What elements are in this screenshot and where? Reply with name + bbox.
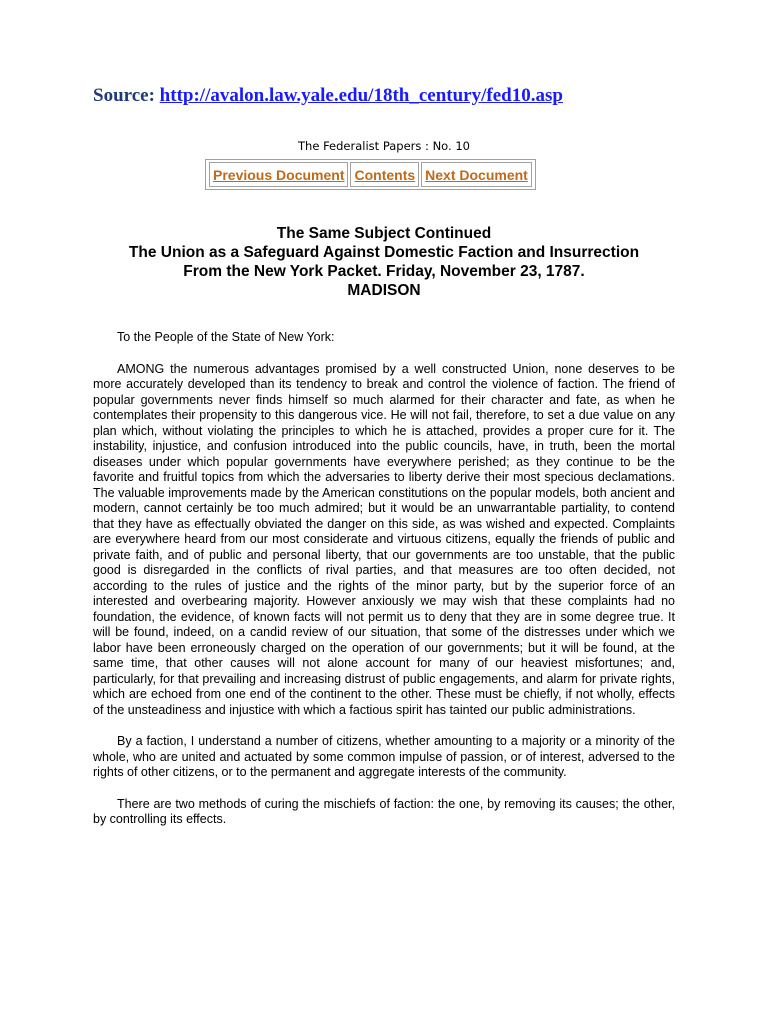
nav-cell-previous — [209, 162, 348, 187]
subject-heading: The Same Subject Continued — [276, 225, 492, 242]
contents-link[interactable]: Contents — [354, 166, 416, 183]
body-paragraph: AMONG the numerous advantages promised by a well constructed Union, none deserves to be more accurately developed than its tendency to break and control the violence of faction. The friend of popular governments never finds himself so much alarmed for their character and fate, as when he contemplates their propensity to this dangerous vice. He will not fail, therefore, to set a due value on any plan which, without violating the principles to which he is attached, provides a proper cure for it. The instability, injustice, and confusion introduced into the public councils, have, in truth, been the mortal diseases under which popular governments have everywhere perished; as they continue to be the favorite and fruitful topics from which the adversaries to liberty derive their most specious declamations. The valuable improvements made by the American constitutions on the popular models, both ancient and modern, cannot certainly be too much admired; but it would be an unwarrantable partiality, to contend that they have as effectually obviated the danger on this side, as was wished and expected. Complaints are everywhere heard from our most considerate and virtuous citizens, equally the friends of public and private faith, and of public and personal liberty, that our governments are too unstable, that the public good is disregarded in the conflicts of rival parties, and that measures are too often decided, not according to the rules of justice and the rights of the minor party, but by the superior force of an interested and overbearing majority. However anxiously we may wish that these complaints had no foundation, the evidence, of known facts will not permit us to deny that they are in some degree true. It will be found, indeed, on a candid review of our situation, that some of the distresses under which we labor have been erroneously charged on the operation of our governments; but it will be found, at the same time, that other causes will not alone account for many of our heaviest misfortunes; and, particularly, for that prevailing and increasing distrust of public engagements, and alarm for private rights, which are echoed from one end of the continent to the other. These must be chiefly, if not wholly, effects of the unsteadiness and injustice with which a factious spirit has tainted our public administrations. — [93, 361, 675, 717]
nav-cell-next — [421, 162, 532, 187]
title-heading: The Union as a Safeguard Against Domestic Faction and Insurrection — [128, 244, 640, 261]
author-heading: MADISON — [347, 282, 421, 299]
next-document-link[interactable]: Next Document — [425, 166, 528, 183]
document-nav — [205, 159, 536, 190]
body-paragraph: By a faction, I understand a number of citizens, whether amounting to a majority or a minority of the whole, who are united and actuated by some common impulse of passion, or of interest, adversed to the rights of other citizens, or to the permanent and aggregate interests of the community. — [93, 734, 675, 779]
source-link[interactable]: http://avalon.law.yale.edu/18th_century/fed10.asp — [159, 85, 563, 106]
publication-heading: From the New York Packet. Friday, November 23, 1787. — [183, 263, 585, 280]
salutation: To the People of the State of New York: — [117, 330, 335, 344]
source-line — [93, 85, 563, 107]
document-body — [93, 330, 675, 844]
body-paragraph: There are two methods of curing the mischiefs of faction: the one, by removing its causes; the other, by controlling its effects. — [93, 796, 675, 826]
previous-document-link[interactable]: Previous Document — [213, 166, 345, 183]
series-title: The Federalist Papers : No. 10 — [298, 139, 470, 153]
nav-cell-contents — [350, 162, 419, 187]
source-label: Source: — [93, 85, 155, 106]
document-headings — [83, 224, 685, 300]
